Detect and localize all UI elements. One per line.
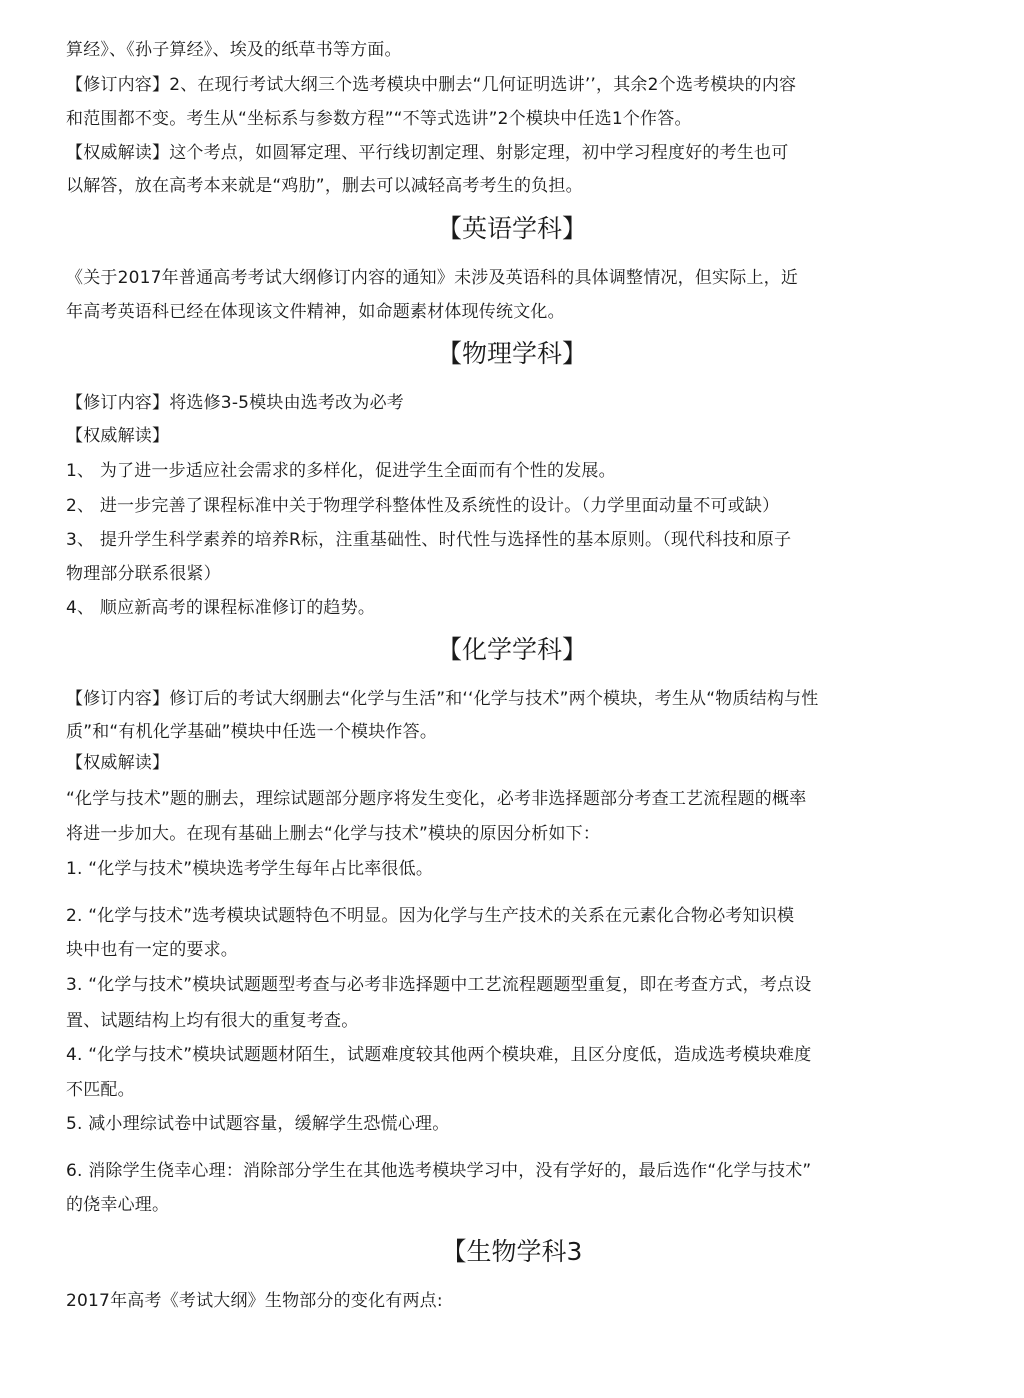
physics-line-6: 物理部分联系很紧） [66,564,221,584]
physics-line-1: 【修订内容】将选修3-5模块由选考改为必考 [66,393,404,413]
chemistry-line-15: 的侥幸心理。 [66,1195,170,1215]
physics-heading: 【物理学科】 [436,339,587,368]
chemistry-line-4: “化学与技术”题的删去，理综试题部分题序将发生变化，必考非选择题部分考查工艺流程题的概率 [66,789,807,809]
english-line-2: 年高考英语科已经在体现该文件精神，如命题素材体现传统文化。 [66,302,565,322]
chemistry-line-1: 【修订内容】修订后的考试大纲删去“化学与生活”和‘‘化学与技术”两个模块，考生从“物质结构与性 [66,689,819,709]
chemistry-line-9: 3. “化学与技术”模块试题题型考查与必考非选择题中工艺流程题题型重复，即在考查方式，考点设 [66,975,812,995]
physics-line-2: 【权威解读】 [66,426,170,446]
biology-heading: 【生物学科3 [441,1237,583,1266]
biology-line-1: 2017年高考《考试大纲》生物部分的变化有两点: [66,1291,443,1311]
intro-line-4: 【权威解读】这个考点，如圆幂定理、平行线切割定理、射影定理，初中学习程度好的考生也可 [66,143,789,163]
intro-line-2: 【修订内容】2、在现行考试大纲三个选考模块中删去“几何证明选讲’’，其余2个选考模块的内容 [66,75,797,95]
chemistry-line-10: 置、试题结构上均有很大的重复考查。 [66,1011,359,1031]
chemistry-line-7: 2. “化学与技术”选考模块试题特色不明显。因为化学与生产技术的关系在元素化合物必考知识模 [66,906,795,926]
chemistry-line-12: 不匹配。 [66,1080,135,1100]
chemistry-line-11: 4. “化学与技术”模块试题题材陌生，试题难度较其他两个模块难，且区分度低，造成选考模块难度 [66,1045,812,1065]
chemistry-line-2: 质”和“有机化学基础”模块中任选一个模块作答。 [66,722,438,742]
physics-line-3: 1、 为了进一步适应社会需求的多样化，促进学生全面而有个性的发展。 [66,461,616,481]
english-heading: 【英语学科】 [436,214,587,243]
chemistry-line-6: 1. “化学与技术”模块选考学生每年占比率很低。 [66,859,434,879]
chemistry-line-5: 将进一步加大。在现有基础上删去“化学与技术”模块的原因分析如下： [66,824,601,844]
intro-line-3: 和范围都不变。考生从“坐标系与参数方程”“不等式选讲”2个模块中任选1个作答。 [66,109,692,129]
english-line-1: 《关于2017年普通高考考试大纲修订内容的通知》未涉及英语科的具体调整情况，但实际上，近 [66,268,799,288]
intro-line-1: 算经》、《孙子算经》、埃及的纸草书等方面。 [66,40,402,60]
chemistry-line-13: 5. 减小理综试卷中试题容量，缓解学生恐慌心理。 [66,1114,450,1134]
chemistry-heading: 【化学学科】 [436,635,587,664]
intro-line-5: 以解答，放在高考本来就是“鸡肋”，删去可以减轻高考考生的负担。 [66,176,583,196]
chemistry-line-14: 6. 消除学生侥幸心理：消除部分学生在其他选考模块学习中，没有学好的，最后选作“化学与技术” [66,1161,812,1181]
chemistry-line-3: 【权威解读】 [66,753,170,773]
physics-line-5: 3、 提升学生科学素养的培养R标，注重基础性、时代性与选择性的基本原则。（现代科技和原子 [66,530,792,550]
physics-line-7: 4、 顺应新高考的课程标准修订的趋势。 [66,598,376,618]
physics-line-4: 2、 进一步完善了课程标准中关于物理学科整体性及系统性的设计。（力学里面动量不可或缺） [66,496,780,516]
chemistry-line-8: 块中也有一定的要求。 [66,940,238,960]
